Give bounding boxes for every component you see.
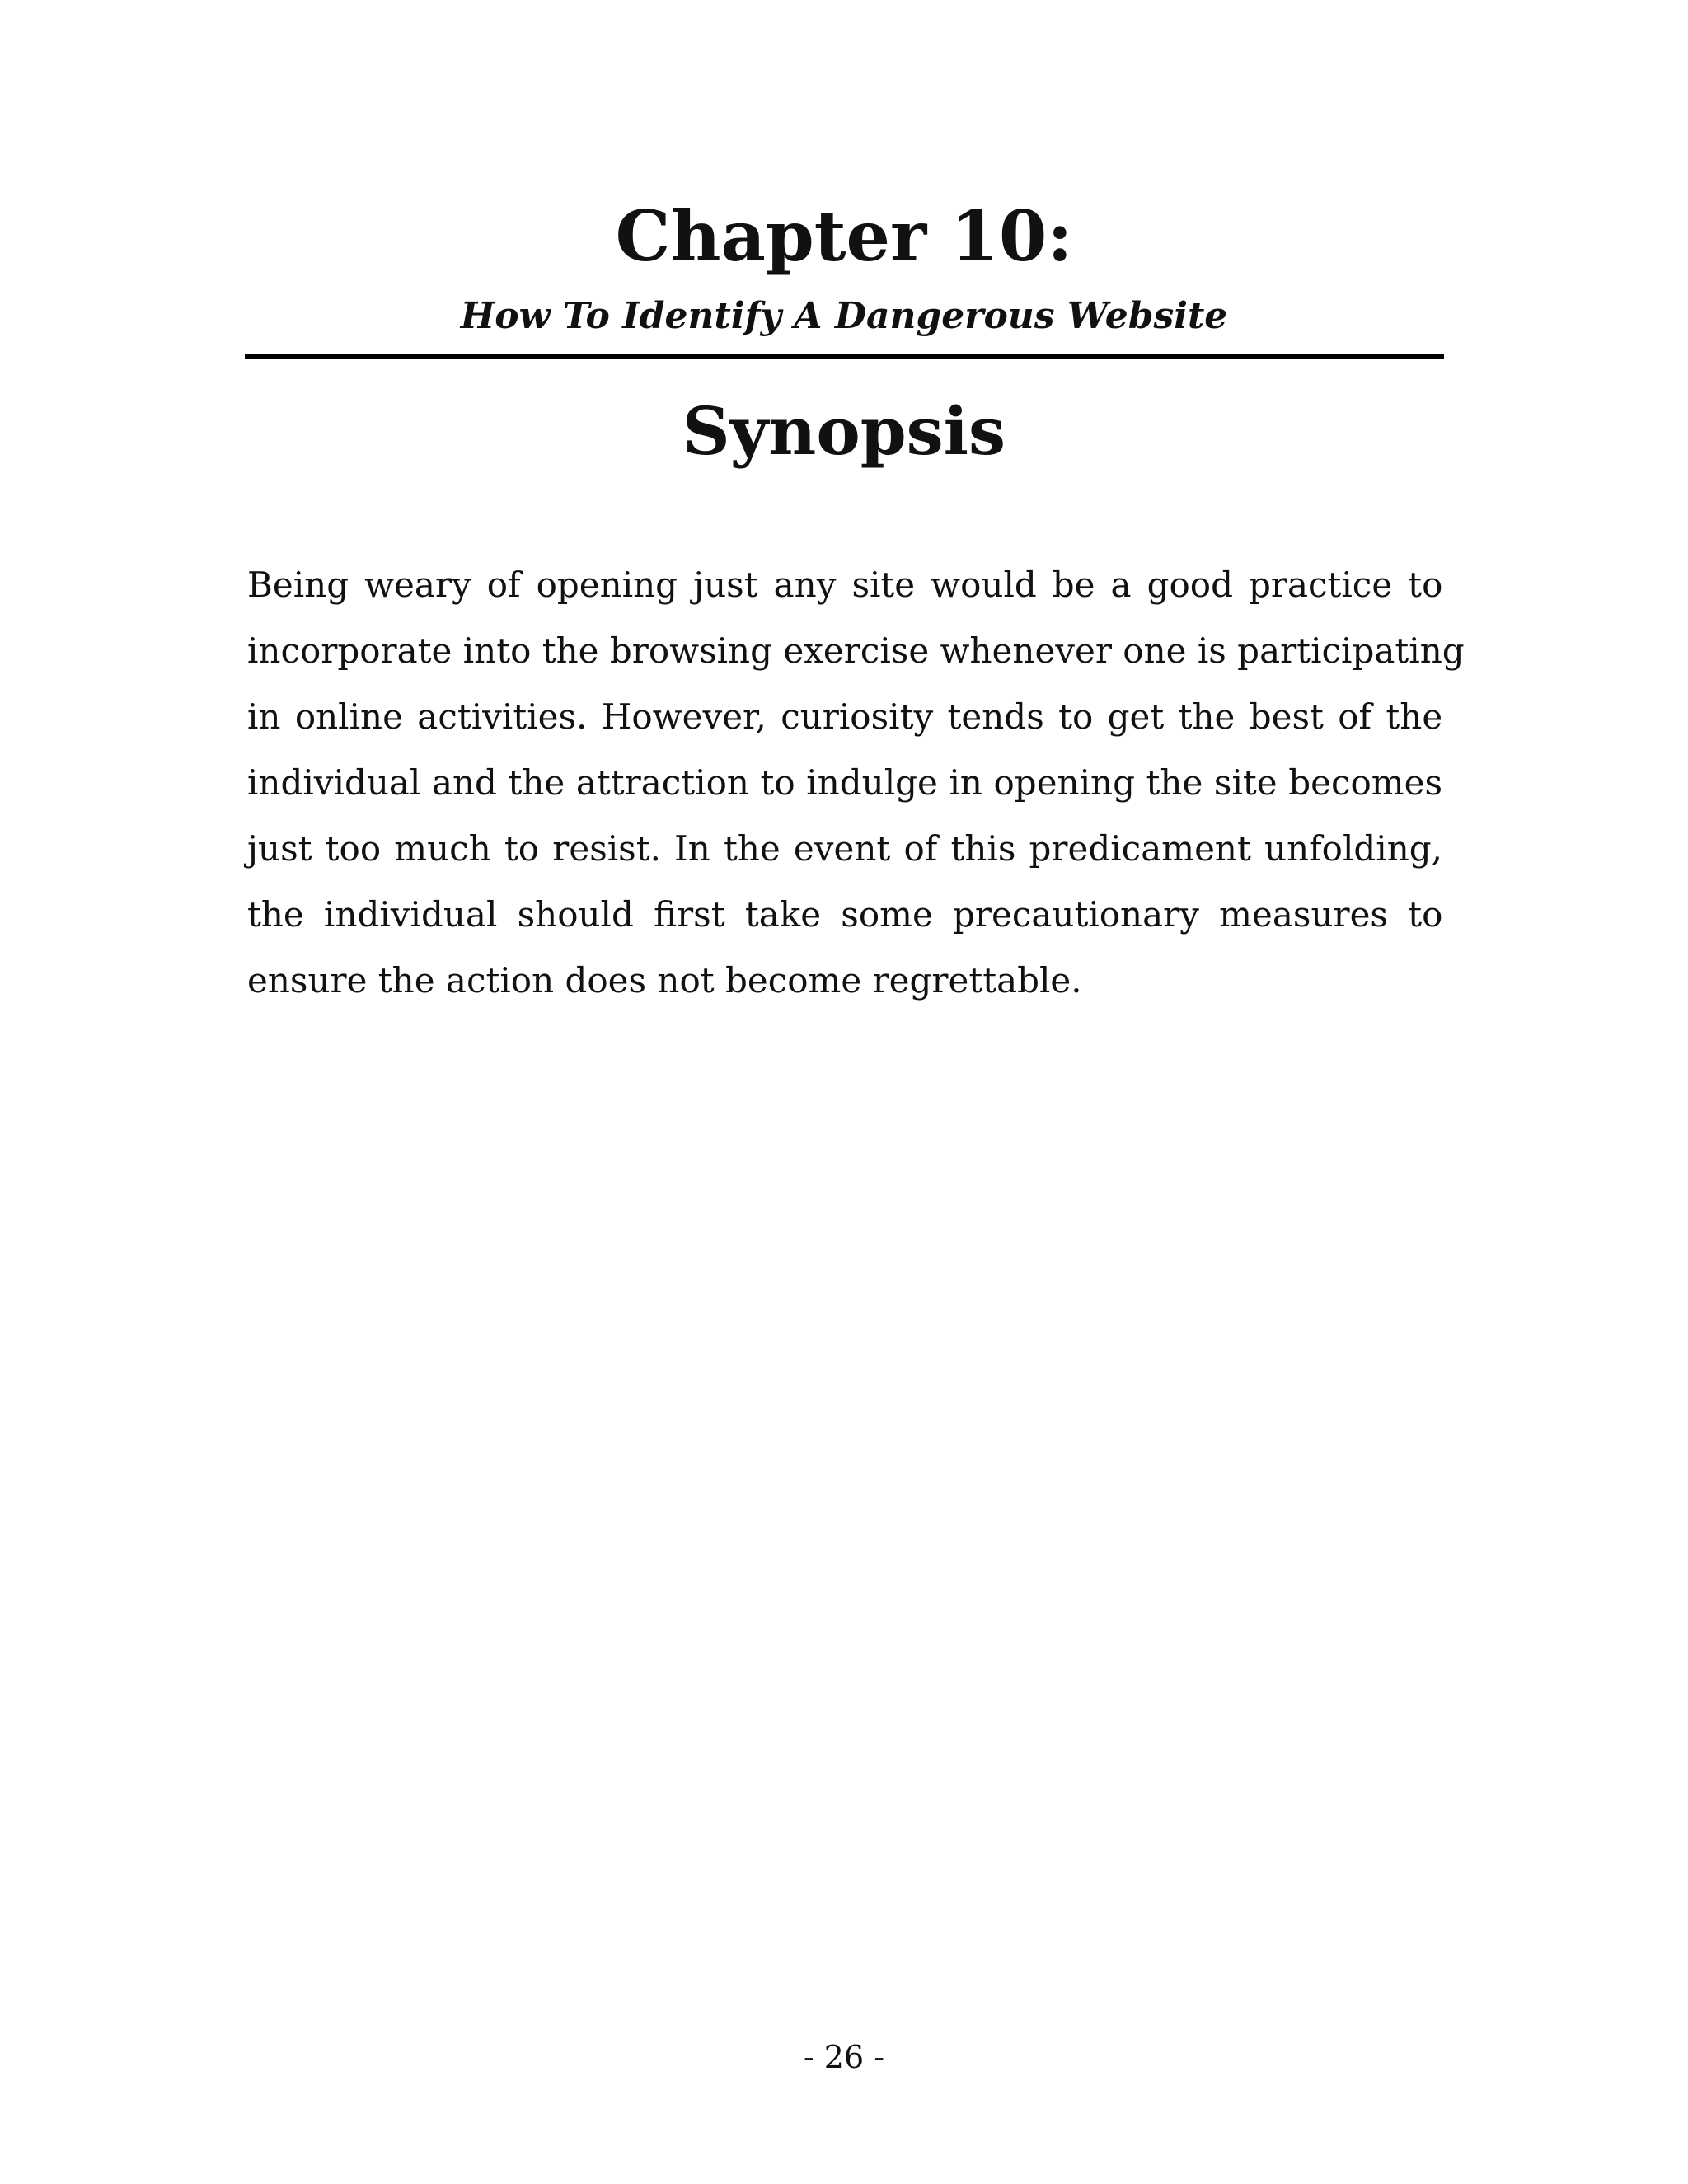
paragraph-line: ensure the action does not become regrettable.	[247, 960, 1082, 1001]
paragraph-line: incorporate into the browsing exercise whenever one is participating	[247, 630, 1465, 671]
paragraph-line: Being weary of opening just any site would be a good practice to	[247, 565, 1443, 605]
body-paragraph	[247, 552, 1465, 1014]
paragraph-line: individual and the attraction to indulge in opening the site becomes	[247, 762, 1442, 803]
paragraph-line: the individual should first take some precautionary measures to	[247, 894, 1443, 935]
title-divider	[245, 354, 1444, 359]
chapter-subtitle: How To Identify A Dangerous Website	[460, 295, 1228, 337]
page-number: - 26 -	[803, 2039, 885, 2075]
paragraph-line: in online activities. However, curiosity tends to get the best of the	[247, 696, 1443, 737]
chapter-title: Chapter 10:	[615, 195, 1073, 277]
paragraph-line: just too much to resist. In the event of this predicament unfolding,	[247, 828, 1442, 869]
section-title: Synopsis	[682, 392, 1006, 470]
